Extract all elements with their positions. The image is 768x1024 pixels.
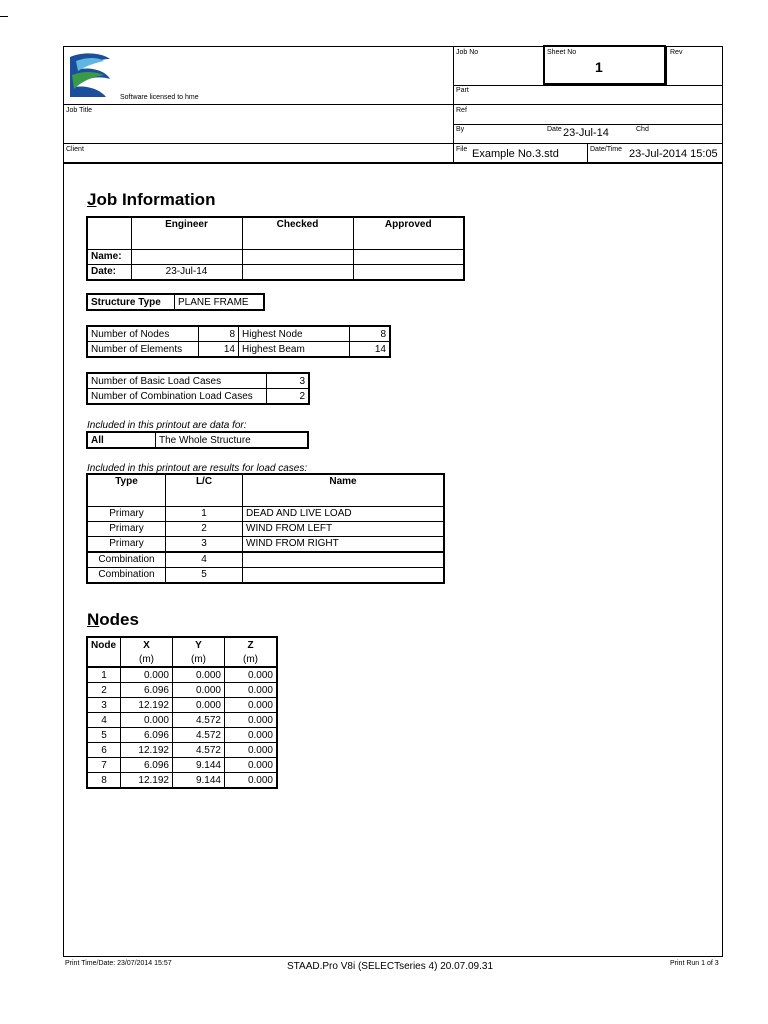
elements-count-label: Number of Elements bbox=[87, 342, 199, 358]
col-lc: L/C bbox=[166, 474, 243, 506]
datetime-label: Date/Time bbox=[590, 146, 623, 153]
license-text: Software licensed to hme bbox=[120, 94, 199, 101]
included-data-table bbox=[86, 431, 309, 449]
node-id: 6 bbox=[87, 743, 121, 758]
node-y: 9.144 bbox=[173, 758, 225, 773]
node-id: 4 bbox=[87, 713, 121, 728]
node-y: 9.144 bbox=[173, 773, 225, 789]
node-x: 6.096 bbox=[121, 728, 173, 743]
node-z: 0.000 bbox=[225, 758, 278, 773]
nodes-count: 8 bbox=[199, 326, 239, 342]
case-type: Primary bbox=[87, 506, 166, 521]
node-id: 7 bbox=[87, 758, 121, 773]
job-title-label: Job Title bbox=[66, 107, 93, 114]
col-z: Z bbox=[225, 637, 278, 652]
table-row bbox=[87, 683, 277, 698]
node-y: 0.000 bbox=[173, 698, 225, 713]
included-results-note: Included in this printout are results for load cases: bbox=[87, 463, 308, 474]
node-z: 0.000 bbox=[225, 683, 278, 698]
col-engineer: Engineer bbox=[131, 217, 242, 249]
col-node: Node bbox=[87, 637, 121, 652]
case-lc: 5 bbox=[166, 567, 243, 583]
by-label: By bbox=[456, 126, 465, 133]
node-z: 0.000 bbox=[225, 743, 278, 758]
node-id: 8 bbox=[87, 773, 121, 789]
load-cases-table bbox=[86, 473, 445, 584]
case-lc: 4 bbox=[166, 552, 243, 568]
node-z: 0.000 bbox=[225, 713, 278, 728]
job-information-heading: Job Information bbox=[87, 190, 216, 209]
part-label: Part bbox=[456, 87, 469, 94]
node-x: 12.192 bbox=[121, 773, 173, 789]
highest-beam-label: Highest Beam bbox=[239, 342, 350, 358]
basic-lc-label: Number of Basic Load Cases bbox=[87, 373, 267, 389]
node-y: 4.572 bbox=[173, 713, 225, 728]
node-x: 12.192 bbox=[121, 743, 173, 758]
case-name bbox=[243, 567, 445, 583]
case-lc: 2 bbox=[166, 521, 243, 536]
case-name: DEAD AND LIVE LOAD bbox=[243, 506, 445, 521]
comb-lc-label: Number of Combination Load Cases bbox=[87, 389, 267, 405]
structure-type-label: Structure Type bbox=[87, 294, 175, 310]
counts-table bbox=[86, 325, 391, 358]
table-row bbox=[87, 728, 277, 743]
sheet-no-value: 1 bbox=[595, 59, 603, 75]
header-bottom-line bbox=[64, 162, 723, 164]
nodes-heading: Nodes bbox=[87, 610, 139, 629]
whole-structure: The Whole Structure bbox=[156, 432, 309, 448]
header-divider bbox=[666, 47, 667, 85]
file-label: File bbox=[456, 146, 468, 153]
print-run: Print Run 1 of 3 bbox=[670, 960, 719, 967]
structure-type-value: PLANE FRAME bbox=[175, 294, 265, 310]
node-id: 3 bbox=[87, 698, 121, 713]
table-row bbox=[87, 773, 277, 789]
col-checked: Checked bbox=[242, 217, 353, 249]
structure-type-table bbox=[86, 293, 265, 311]
node-x: 6.096 bbox=[121, 758, 173, 773]
basic-lc-count: 3 bbox=[267, 373, 310, 389]
header-line bbox=[453, 85, 723, 86]
header-line bbox=[64, 104, 723, 105]
highest-node-label: Highest Node bbox=[239, 326, 350, 342]
ref-label: Ref bbox=[456, 107, 467, 114]
header-divider bbox=[587, 143, 588, 162]
datetime-value: 23-Jul-2014 15:05 bbox=[629, 148, 718, 160]
nodes-count-label: Number of Nodes bbox=[87, 326, 199, 342]
chd-label: Chd bbox=[636, 126, 649, 133]
unit-z: (m) bbox=[225, 652, 278, 667]
node-id: 5 bbox=[87, 728, 121, 743]
included-data-note: Included in this printout are data for: bbox=[87, 420, 247, 431]
case-type: Primary bbox=[87, 521, 166, 536]
col-y: Y bbox=[173, 637, 225, 652]
print-time: Print Time/Date: 23/07/2014 15:57 bbox=[65, 960, 172, 967]
case-name: WIND FROM LEFT bbox=[243, 521, 445, 536]
job-info-table bbox=[86, 216, 465, 281]
node-y: 4.572 bbox=[173, 743, 225, 758]
program-version: STAAD.Pro V8i (SELECTseries 4) 20.07.09.31 bbox=[287, 961, 494, 972]
comb-lc-count: 2 bbox=[267, 389, 310, 405]
node-y: 0.000 bbox=[173, 667, 225, 683]
node-x: 0.000 bbox=[121, 667, 173, 683]
table-row bbox=[87, 667, 277, 683]
client-label: Client bbox=[66, 146, 84, 153]
case-name: WIND FROM RIGHT bbox=[243, 536, 445, 552]
node-y: 0.000 bbox=[173, 683, 225, 698]
header-line bbox=[453, 124, 723, 125]
date-value: 23-Jul-14 bbox=[563, 127, 609, 139]
node-x: 12.192 bbox=[121, 698, 173, 713]
case-lc: 3 bbox=[166, 536, 243, 552]
table-row bbox=[87, 698, 277, 713]
unit-x: (m) bbox=[121, 652, 173, 667]
case-lc: 1 bbox=[166, 506, 243, 521]
node-z: 0.000 bbox=[225, 773, 278, 789]
date-row-label: Date: bbox=[87, 264, 131, 280]
table-row bbox=[87, 743, 277, 758]
node-z: 0.000 bbox=[225, 667, 278, 683]
node-id: 1 bbox=[87, 667, 121, 683]
unit-y: (m) bbox=[173, 652, 225, 667]
node-id: 2 bbox=[87, 683, 121, 698]
case-name bbox=[243, 552, 445, 568]
col-name: Name bbox=[243, 474, 445, 506]
node-x: 0.000 bbox=[121, 713, 173, 728]
file-value: Example No.3.std bbox=[472, 148, 559, 160]
node-z: 0.000 bbox=[225, 698, 278, 713]
corner-dash bbox=[0, 16, 8, 17]
table-row bbox=[87, 758, 277, 773]
sheet-no-label: Sheet No bbox=[547, 49, 577, 56]
date-label: Date bbox=[547, 126, 562, 133]
name-label: Name: bbox=[87, 249, 131, 264]
node-z: 0.000 bbox=[225, 728, 278, 743]
elements-count: 14 bbox=[199, 342, 239, 358]
highest-beam: 14 bbox=[350, 342, 391, 358]
node-y: 4.572 bbox=[173, 728, 225, 743]
engineer-date: 23-Jul-14 bbox=[131, 264, 242, 280]
table-row bbox=[87, 713, 277, 728]
node-x: 6.096 bbox=[121, 683, 173, 698]
header-line bbox=[64, 143, 723, 144]
bentley-logo bbox=[66, 49, 116, 101]
case-type: Combination bbox=[87, 567, 166, 583]
col-x: X bbox=[121, 637, 173, 652]
col-approved: Approved bbox=[353, 217, 464, 249]
header-divider bbox=[453, 47, 454, 162]
case-type: Primary bbox=[87, 536, 166, 552]
highest-node: 8 bbox=[350, 326, 391, 342]
nodes-table bbox=[86, 636, 278, 789]
col-type: Type bbox=[87, 474, 166, 506]
all-label: All bbox=[87, 432, 156, 448]
rev-label: Rev bbox=[670, 49, 683, 56]
case-type: Combination bbox=[87, 552, 166, 568]
job-no-label: Job No bbox=[456, 49, 479, 56]
load-case-count-table bbox=[86, 372, 310, 405]
